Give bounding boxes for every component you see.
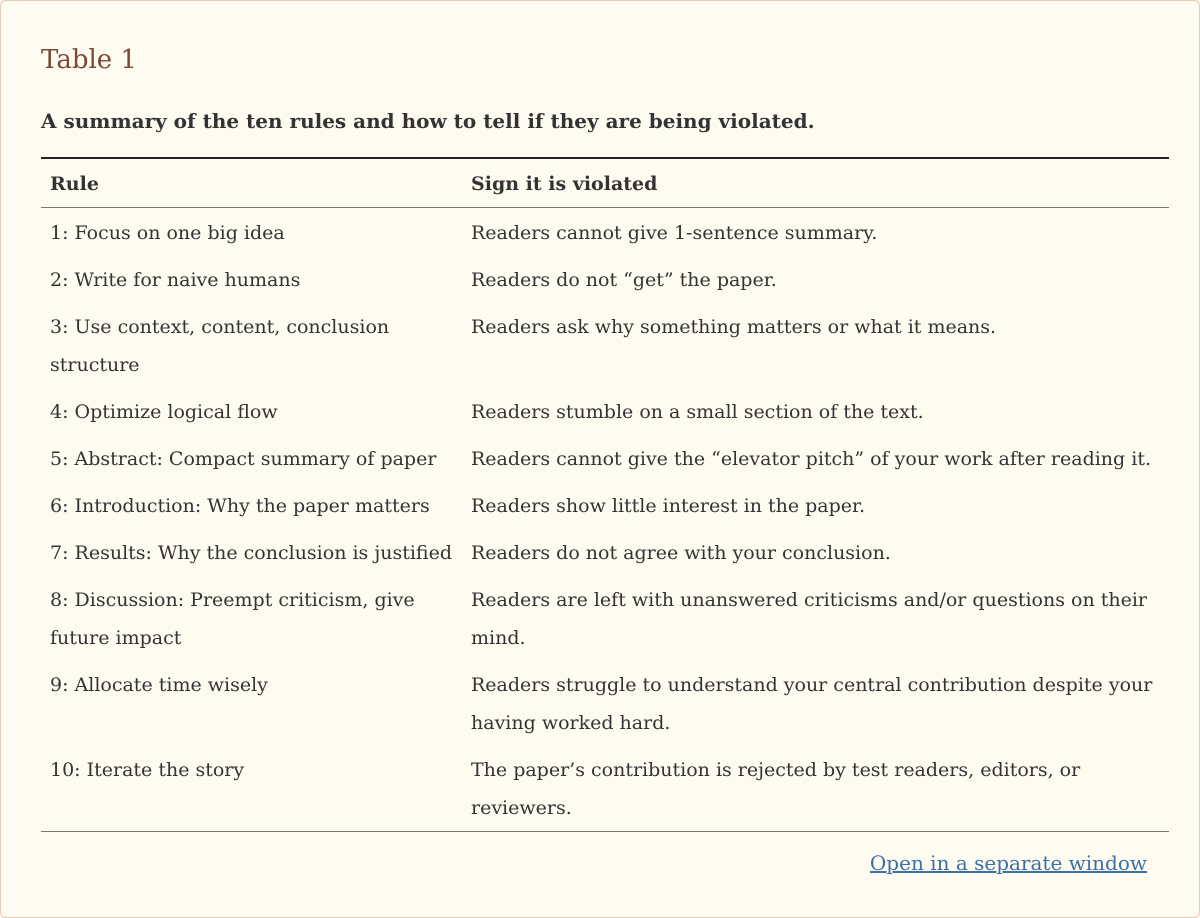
table-row xyxy=(41,662,1169,747)
sign-cell: Readers struggle to understand your central contribution despite your having worked hard. xyxy=(471,674,1153,734)
rule-cell: 2: Write for naive humans xyxy=(50,269,301,291)
sign-cell: Readers ask why something matters or what it means. xyxy=(471,316,997,338)
table-row xyxy=(41,747,1169,832)
sign-cell: Readers cannot give 1-sentence summary. xyxy=(471,222,878,244)
rule-cell: 1: Focus on one big idea xyxy=(50,222,285,244)
rule-cell: 5: Abstract: Compact summary of paper xyxy=(50,448,437,470)
open-in-separate-window-link[interactable]: Open in a separate window xyxy=(869,851,1147,875)
rule-cell: 7: Results: Why the conclusion is justified xyxy=(50,542,453,564)
column-header-sign: Sign it is violated xyxy=(462,158,1169,208)
table-row xyxy=(41,208,1169,258)
rule-cell: 9: Allocate time wisely xyxy=(50,674,268,696)
table-row xyxy=(41,436,1169,483)
table-header-row xyxy=(41,158,1169,208)
table-row xyxy=(41,577,1169,662)
rules-table xyxy=(41,157,1169,832)
sign-cell: Readers do not agree with your conclusion. xyxy=(471,542,891,564)
rule-cell: 3: Use context, content, conclusion structure xyxy=(50,316,390,376)
table-body xyxy=(41,208,1169,832)
table-caption: A summary of the ten rules and how to tell if they are being violated. xyxy=(41,109,815,133)
sign-cell: Readers stumble on a small section of the text. xyxy=(471,401,924,423)
table-row xyxy=(41,530,1169,577)
rule-cell: 8: Discussion: Preempt criticism, give future impact xyxy=(50,589,415,649)
table-title: Table 1 xyxy=(41,45,137,75)
sign-cell: Readers do not “get” the paper. xyxy=(471,269,777,291)
table-row xyxy=(41,389,1169,436)
sign-cell: Readers are left with unanswered criticisms and/or questions on their mind. xyxy=(471,589,1147,649)
sign-cell: Readers show little interest in the paper. xyxy=(471,495,866,517)
sign-cell: Readers cannot give the “elevator pitch” of your work after reading it. xyxy=(471,448,1151,470)
column-header-rule: Rule xyxy=(41,158,462,208)
rule-cell: 6: Introduction: Why the paper matters xyxy=(50,495,430,517)
table-row xyxy=(41,304,1169,389)
sign-cell: The paper’s contribution is rejected by test readers, editors, or reviewers. xyxy=(471,759,1081,819)
rule-cell: 10: Iterate the story xyxy=(50,759,245,781)
table-row xyxy=(41,257,1169,304)
table-row xyxy=(41,483,1169,530)
rule-cell: 4: Optimize logical flow xyxy=(50,401,278,423)
